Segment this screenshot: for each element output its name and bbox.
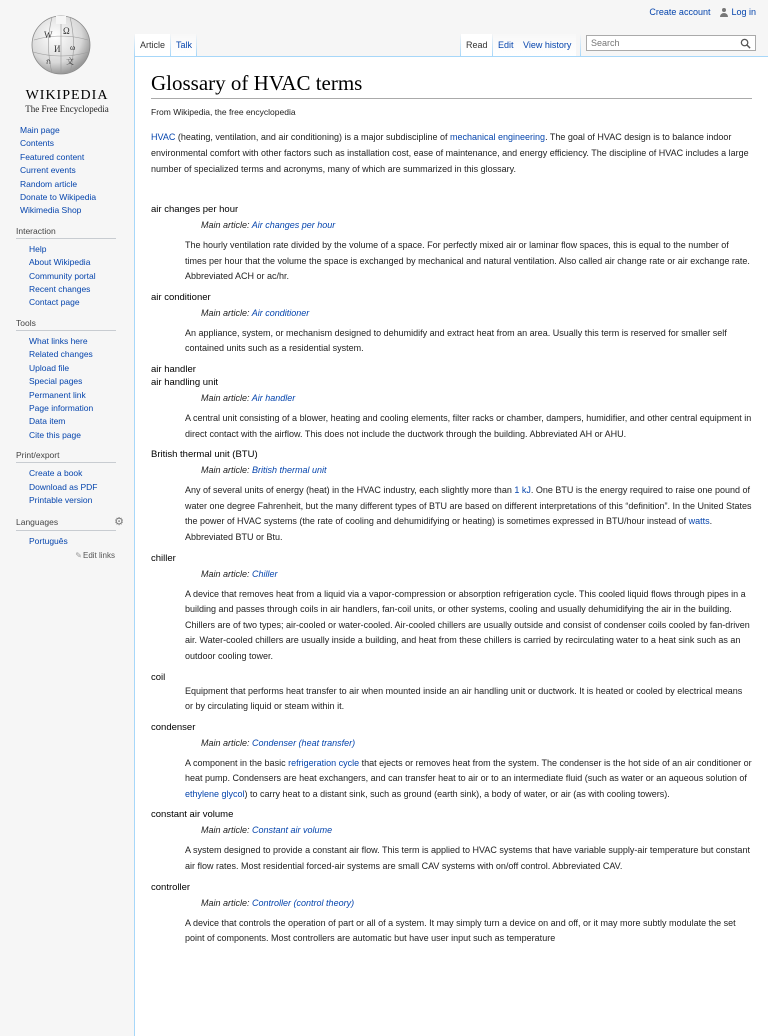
sidebar-item-printable-version[interactable] (0, 494, 130, 507)
log-in-link[interactable]: Log in (731, 7, 756, 17)
tab-edit[interactable] (493, 34, 519, 56)
main-article-link[interactable]: British thermal unit (252, 465, 327, 476)
tab-talk-label: Talk (176, 40, 193, 50)
sidebar-item-page-information[interactable] (0, 402, 130, 415)
main-article-hatnote (201, 465, 752, 475)
main-article-hatnote (201, 825, 752, 835)
definition-link[interactable]: 1 kJ (514, 485, 531, 496)
edit-links-label: Edit links (82, 550, 115, 560)
sidebar-item-recent-changes[interactable] (0, 283, 130, 296)
tab-view-history-label: View history (523, 40, 572, 50)
page-title: Glossary of HVAC terms (151, 71, 752, 99)
sidebar-link-label: About Wikipedia (29, 257, 91, 268)
tab-article[interactable] (135, 34, 170, 56)
definition-text: Any of several units of energy (heat) in the HVAC industry, each slightly more than (185, 485, 515, 496)
main-article-prefix: Main article: (201, 465, 253, 476)
svg-text:ω: ω (70, 43, 76, 52)
definition-text: Equipment that performs heat transfer to air when mounted inside an air handling unit or ductwork. It is heated or cooled by electrical means or by circulating liquid or steam within it. (185, 685, 743, 712)
sidebar-link-label: Data item (29, 416, 66, 427)
svg-text:W: W (44, 30, 53, 40)
sidebar-link-label: Related changes (29, 349, 93, 360)
definition-link[interactable]: watts (688, 516, 710, 527)
sidebar-link-label: Donate to Wikipedia (20, 192, 97, 203)
main-article-prefix: Main article: (201, 825, 253, 836)
sidebar (0, 124, 130, 568)
site-subtitle: From Wikipedia, the free encyclopedia (151, 107, 296, 117)
glossary-definition (185, 843, 752, 874)
main-article-link[interactable]: Constant air volume (252, 825, 333, 836)
svg-text:Ω: Ω (63, 26, 70, 36)
definition-link[interactable]: ethylene glycol (185, 788, 245, 799)
definition-text: . Abbreviated BTU or Btu. (185, 516, 713, 542)
glossary-definition (185, 326, 752, 357)
tab-article-label: Article (140, 40, 166, 50)
sidebar-link-label: Special pages (29, 376, 83, 387)
main-article-link[interactable]: Air changes per hour (251, 220, 336, 230)
sidebar-link-label: What links here (29, 335, 88, 346)
sidebar-item-what-links-here[interactable] (0, 335, 130, 348)
glossary-definition (185, 483, 752, 545)
hvac-link[interactable]: HVAC (151, 132, 176, 142)
sidebar-item-contents[interactable] (0, 137, 130, 150)
glossary-term: controller (151, 881, 191, 893)
main-article-hatnote (201, 220, 752, 230)
sidebar-link-label: Permanent link (29, 389, 86, 400)
glossary-term: air handler (151, 363, 196, 375)
gear-icon[interactable]: ⚙ (114, 516, 124, 529)
svg-text:文: 文 (66, 57, 74, 66)
glossary-list (151, 203, 752, 947)
sidebar-link-label: Contents (20, 138, 55, 149)
sidebar-link-label: Current events (20, 165, 76, 176)
sidebar-item-help[interactable] (0, 243, 130, 256)
glossary-definition (185, 756, 752, 803)
glossary-definition (185, 684, 752, 715)
sidebar-item-download-as-pdf[interactable] (0, 481, 130, 494)
sidebar-link-label: Main page (20, 125, 60, 135)
logo-wordmark: WIKIPEDIA (25, 88, 109, 103)
mechanical-engineering-link[interactable]: mechanical engineering (450, 132, 546, 142)
definition-text: The hourly ventilation rate divided by the volume of a space. For perfectly mixed air or laminar flow spaces, this is equal to the number of times per hour that the volume the space is exchanged by mechanical and natural ventilation. Also called air change rate or air exchange rate. Abbreviated ACH or ac/hr. (185, 240, 750, 282)
tab-talk[interactable] (171, 34, 197, 56)
main-article-hatnote (201, 569, 752, 579)
sidebar-link-label: Download as PDF (29, 481, 98, 492)
tab-edit-label: Edit (498, 40, 514, 50)
sidebar-item-português[interactable] (0, 535, 130, 548)
sidebar-link-label: Random article (20, 178, 78, 189)
sidebar-item-contact-page[interactable] (0, 296, 130, 309)
sidebar-item-special-pages[interactable] (0, 375, 130, 388)
sidebar-item-data-item[interactable] (0, 415, 130, 428)
article-content (134, 56, 768, 1036)
sidebar-item-featured-content[interactable] (0, 151, 130, 164)
puzzle-globe-icon (30, 14, 92, 76)
main-article-link[interactable]: Condenser (heat transfer) (252, 737, 356, 748)
glossary-term: coil (151, 671, 166, 683)
sidebar-link-label: Featured content (20, 151, 85, 162)
glossary-term: chiller (151, 552, 176, 564)
main-article-hatnote (201, 898, 752, 908)
sidebar-link-label: Community portal (29, 270, 96, 281)
sidebar-item-cite-this-page[interactable] (0, 429, 130, 442)
sidebar-item-donate-to-wikipedia[interactable] (0, 191, 130, 204)
svg-text:ก: ก (46, 57, 51, 66)
intro-text-1: (heating, ventilation, and air conditioning) is a major subdiscipline of (175, 132, 450, 142)
sidebar-link-label: Cite this page (29, 429, 81, 440)
svg-text:И: И (54, 44, 61, 54)
nav-interaction (0, 226, 130, 310)
main-article-prefix: Main article: (201, 392, 252, 403)
glossary-term: British thermal unit (BTU) (151, 449, 258, 461)
tools-heading: Tools (16, 318, 116, 331)
main-article-prefix: Main article: (201, 220, 252, 230)
sidebar-item-community-portal[interactable] (0, 270, 130, 283)
personal-tools (649, 7, 756, 17)
glossary-term: air changes per hour (151, 204, 239, 215)
sidebar-link-label: Help (29, 243, 47, 254)
definition-text: A device that removes heat from a liquid via a vapor-compression or absorption refrigeration cycle. This cooled liquid flows through pipes in a building and passes through coils in air handlers, fan-coil units, or other systems, cooling and usually dehumidifying the air in the building. Chillers are of two types; air-cooled or water-cooled. Air-cooled chillers are usually outside and consist of condenser coils cooled by fan-driven air. Water-cooled chillers are usually inside a building, and heat from these chillers is carried by recirculating water to a heat sink such as an outdoor cooling tower. (185, 588, 750, 661)
tab-read[interactable] (461, 34, 493, 56)
sidebar-item-upload-file[interactable] (0, 362, 130, 375)
main-article-hatnote (201, 738, 752, 748)
nav-tools (0, 318, 130, 442)
sidebar-link-label: Wikimedia Shop (20, 205, 82, 216)
edit-links[interactable] (0, 551, 115, 560)
definition-text: . One BTU is the energy required to raise one pound of water one degree Fahrenheit, but the many different types of BTU are based on different interpretations of this “definition”. In the United States the power of HVAC systems (the rate of cooling and dehumidifying or heating) is sometimes expressed in BTU/hour instead of (185, 485, 752, 527)
sidebar-item-main-page[interactable] (0, 124, 130, 137)
definition-text: A device that controls the operation of part or all of a system. It may simply turn a device on and off, or it may more subtly modulate the set point of components. Most controllers are automatic but have user input such as temperature (185, 917, 736, 944)
nav-main (0, 124, 130, 218)
logo-tagline: The Free Encyclopedia (25, 104, 109, 114)
sidebar-item-related-changes[interactable] (0, 348, 130, 361)
glossary-term: condenser (151, 721, 196, 733)
main-article-prefix: Main article: (201, 737, 253, 748)
languages-heading-label: Languages (16, 516, 59, 527)
glossary-term: constant air volume (151, 809, 234, 821)
definition-text: A system designed to provide a constant air flow. This term is applied to HVAC systems that have variable supply-air temperature but constant air flow rates. Most residential forced-air systems are small CAV systems with on/off control. Abbreviated CAV. (185, 845, 750, 872)
sidebar-item-about-wikipedia[interactable] (0, 256, 130, 269)
sidebar-item-permanent-link[interactable] (0, 389, 130, 402)
sidebar-link-label: Page information (29, 402, 94, 413)
main-article-prefix: Main article: (201, 568, 253, 579)
sidebar-item-current-events[interactable] (0, 164, 130, 177)
main-article-link[interactable]: Air handler (251, 392, 296, 403)
languages-heading (16, 515, 124, 531)
nav-print (0, 450, 130, 507)
pencil-icon: ✎ (75, 550, 82, 560)
definition-text: A component in the basic (185, 757, 289, 768)
main-article-hatnote (201, 393, 752, 403)
wikipedia-logo[interactable] (0, 8, 134, 118)
main-article-link[interactable]: Air conditioner (251, 307, 310, 318)
main-article-prefix: Main article: (201, 897, 253, 908)
interaction-heading: Interaction (16, 226, 116, 239)
definition-link[interactable]: refrigeration cycle (288, 757, 360, 768)
glossary-definition (185, 411, 752, 442)
definition-text: that ejects or removes heat from the system. The condenser is the hot side of an air conditioner or heat pump. Condensers are heat exchangers, and can transfer heat to air or to an intermediate fluid (such as water or an aqueous solution of (185, 757, 752, 784)
print-heading: Print/export (16, 450, 116, 463)
create-account-link[interactable]: Create account (649, 7, 711, 17)
definition-text: A central unit consisting of a blower, heating and cooling elements, filter racks or chamber, dampers, humidifier, and other central equipment in direct contact with the airflow. This does not include the ductwork through the building. Abbreviated AH or AHU. (185, 412, 752, 439)
sidebar-link-label: Recent changes (29, 284, 91, 295)
glossary-definition (185, 916, 752, 947)
sidebar-item-create-a-book[interactable] (0, 467, 130, 480)
definition-text: ) to carry heat to a distant sink, such as ground (earth sink), a body of water, or air (as with cooling towers). (244, 788, 670, 799)
intro-text-2: . The goal of HVAC design is to balance indoor environmental comfort with other factors such as installation cost, ease of maintenance, and energy efficiency. The discipline of HVAC includes a large number of specialized terms and acronyms, many of which are summarized in this glossary. (151, 132, 749, 174)
sidebar-link-label: Upload file (29, 362, 70, 373)
glossary-definition (185, 238, 752, 285)
search-box (586, 35, 756, 51)
definition-text: An appliance, system, or mechanism designed to dehumidify and extract heat from an area. Usually this term is reserved for smaller self contained units such as a residential system. (185, 327, 727, 354)
main-article-link[interactable]: Chiller (252, 568, 278, 579)
tab-view-history[interactable] (518, 34, 576, 56)
user-icon (720, 8, 728, 17)
main-article-prefix: Main article: (201, 307, 252, 318)
sidebar-link-label: Contact page (29, 297, 80, 308)
search-icon[interactable] (740, 38, 751, 49)
nav-languages (0, 515, 130, 559)
sidebar-link-label: Create a book (29, 468, 83, 479)
main-article-hatnote (201, 308, 752, 318)
glossary-term: air handling unit (151, 376, 219, 388)
intro-paragraph (151, 129, 752, 177)
tab-read-label: Read (466, 40, 488, 50)
sidebar-link-label: Português (29, 536, 68, 547)
sidebar-item-random-article[interactable] (0, 178, 130, 191)
glossary-term: air conditioner (151, 291, 211, 303)
main-article-link[interactable]: Controller (control theory) (252, 897, 355, 908)
search-input[interactable] (591, 38, 731, 48)
sidebar-item-wikimedia-shop[interactable] (0, 204, 130, 217)
sidebar-link-label: Printable version (29, 494, 93, 505)
glossary-definition (185, 587, 752, 665)
